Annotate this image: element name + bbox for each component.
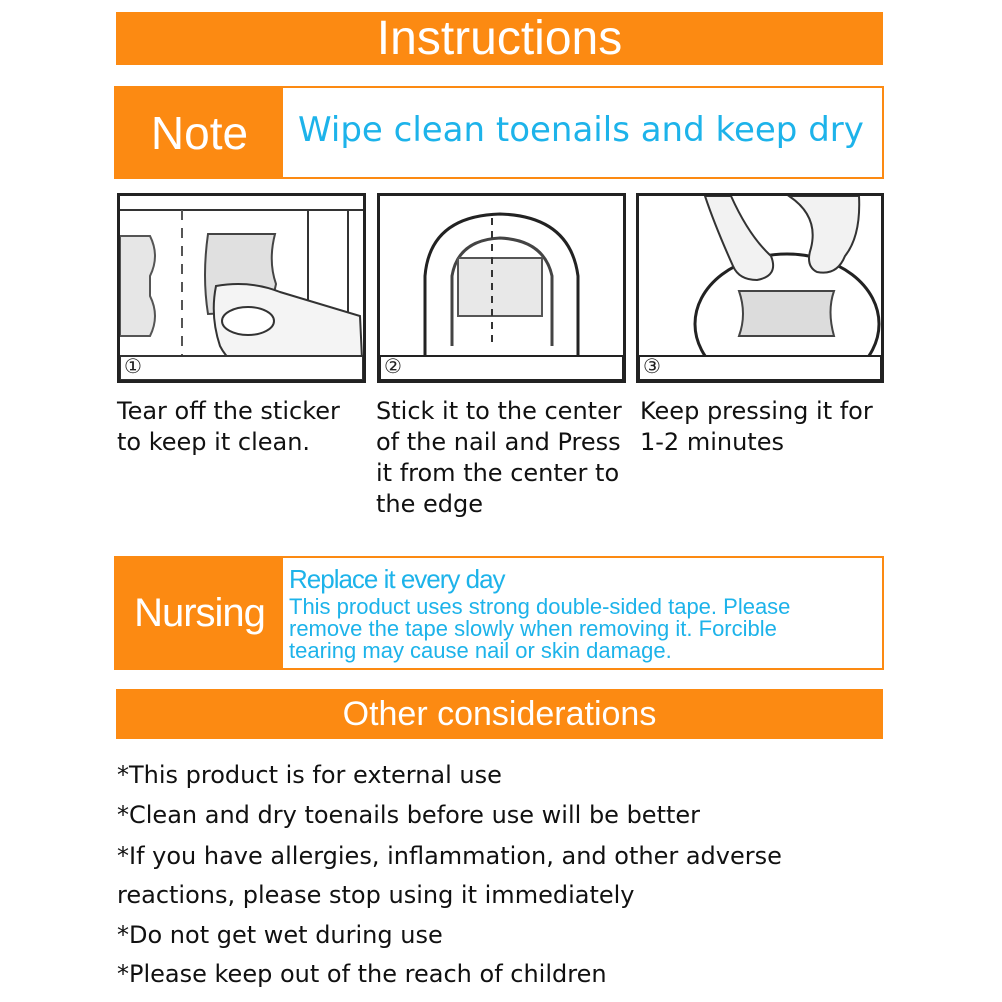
step-3-caption <box>640 396 895 458</box>
nursing-line: tearing may cause nail or skin damage. <box>289 638 672 663</box>
tear-sticker-illustration <box>120 196 363 380</box>
nursing-line: This product uses strong double-sided tape. Please <box>289 594 791 619</box>
step-1-caption <box>117 396 372 458</box>
note-text: Wipe clean toenails and keep dry <box>298 110 864 150</box>
step-3-line: Keep pressing it for <box>640 397 873 425</box>
step-2-line: Stick it to the center <box>376 397 622 425</box>
other-considerations-title: Other considerations <box>116 689 883 739</box>
step-2-number: ② <box>384 354 402 378</box>
step-1-line: to keep it clean. <box>117 428 311 456</box>
step-2-caption <box>376 396 634 520</box>
step-3-number: ③ <box>643 354 661 378</box>
nursing-headline: Replace it every day <box>289 564 505 594</box>
consideration-item: *Please keep out of the reach of children <box>117 960 607 988</box>
nursing-line: remove the tape slowly when removing it. Forcible <box>289 616 777 641</box>
instructions-title: Instructions <box>116 12 883 65</box>
step-2-line: the edge <box>376 490 484 518</box>
nursing-row <box>114 556 884 670</box>
consideration-item: *If you have allergies, inflammation, and other adverse <box>117 842 782 870</box>
step-1-line: Tear off the sticker <box>117 397 340 425</box>
step-3-illustration <box>636 193 884 383</box>
nail-sticker-illustration <box>380 196 623 380</box>
note-label: Note <box>116 88 283 177</box>
step-2-illustration <box>377 193 626 383</box>
note-row <box>114 86 884 179</box>
consideration-item: reactions, please stop using it immediately <box>117 881 635 909</box>
consideration-item: *Do not get wet during use <box>117 921 443 949</box>
step-1-number: ① <box>124 354 142 378</box>
step-3-line: 1-2 minutes <box>640 428 784 456</box>
step-2-line: it from the center to <box>376 459 620 487</box>
step-2-line: of the nail and Press <box>376 428 621 456</box>
press-nail-illustration <box>639 196 881 380</box>
nursing-label: Nursing <box>116 558 283 668</box>
consideration-item: *This product is for external use <box>117 761 502 789</box>
step-1-illustration <box>117 193 366 383</box>
consideration-item: *Clean and dry toenails before use will be better <box>117 801 701 829</box>
